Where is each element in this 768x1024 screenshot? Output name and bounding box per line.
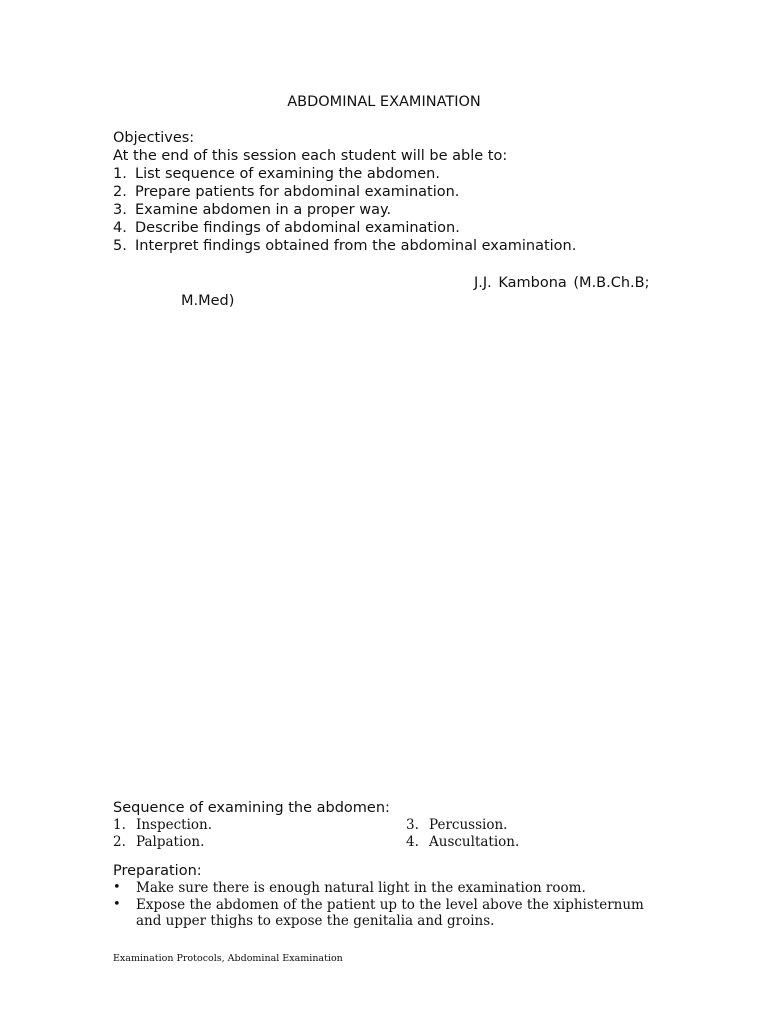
sequence-number: 1.	[113, 817, 126, 833]
sequence-item	[406, 834, 519, 851]
objective-item	[113, 183, 673, 201]
sequence-number: 2.	[113, 834, 126, 850]
sequence-text: Inspection.	[136, 817, 213, 833]
objective-number: 5.	[113, 238, 127, 254]
page-title: ABDOMINAL EXAMINATION	[287, 94, 481, 110]
sequence-number: 3.	[406, 817, 419, 833]
preparation-heading: Preparation:	[113, 863, 202, 879]
bullet-icon: •	[113, 880, 121, 895]
objective-number: 4.	[113, 220, 127, 236]
objective-text: Describe findings of abdominal examination.	[135, 220, 460, 236]
objective-text: List sequence of examining the abdomen.	[135, 166, 440, 182]
objective-number: 2.	[113, 184, 127, 200]
bullet-icon: •	[113, 896, 121, 912]
sequence-text: Percussion.	[429, 817, 508, 833]
objectives-heading: Objectives:	[113, 130, 195, 146]
author-name: J.J. Kambona (M.B.Ch.B;	[474, 275, 650, 291]
objective-item	[113, 219, 673, 237]
objectives-intro: At the end of this session each student will be able to:	[113, 148, 508, 164]
sequence-item	[113, 834, 204, 851]
objective-item	[113, 201, 673, 219]
objective-item	[113, 165, 673, 183]
objectives-section	[113, 129, 673, 255]
sequence-text: Auscultation.	[429, 834, 520, 850]
objective-text: Interpret findings obtained from the abdominal examination.	[135, 238, 577, 254]
sequence-item	[113, 817, 212, 834]
sequence-item	[406, 817, 507, 834]
sequence-heading: Sequence of examining the abdomen:	[113, 800, 390, 816]
preparation-text: Make sure there is enough natural light in the examination room.	[136, 880, 586, 896]
sequence-text: Palpation.	[136, 834, 205, 850]
preparation-item	[113, 897, 673, 930]
objective-text: Prepare patients for abdominal examination.	[135, 184, 460, 200]
preparation-list	[113, 880, 673, 930]
preparation-text: Expose the abdomen of the patient up to the level above the xiphisternum and upper thighs to expose the genitalia and groins.	[136, 896, 644, 929]
preparation-item	[113, 880, 673, 897]
objective-text: Examine abdomen in a proper way.	[135, 202, 392, 218]
sequence-number: 4.	[406, 834, 419, 850]
author-credentials: M.Med)	[181, 293, 235, 309]
objective-number: 1.	[113, 166, 127, 182]
objective-number: 3.	[113, 202, 127, 218]
page-footer: Examination Protocols, Abdominal Examination	[113, 953, 343, 964]
objective-item	[113, 237, 673, 255]
